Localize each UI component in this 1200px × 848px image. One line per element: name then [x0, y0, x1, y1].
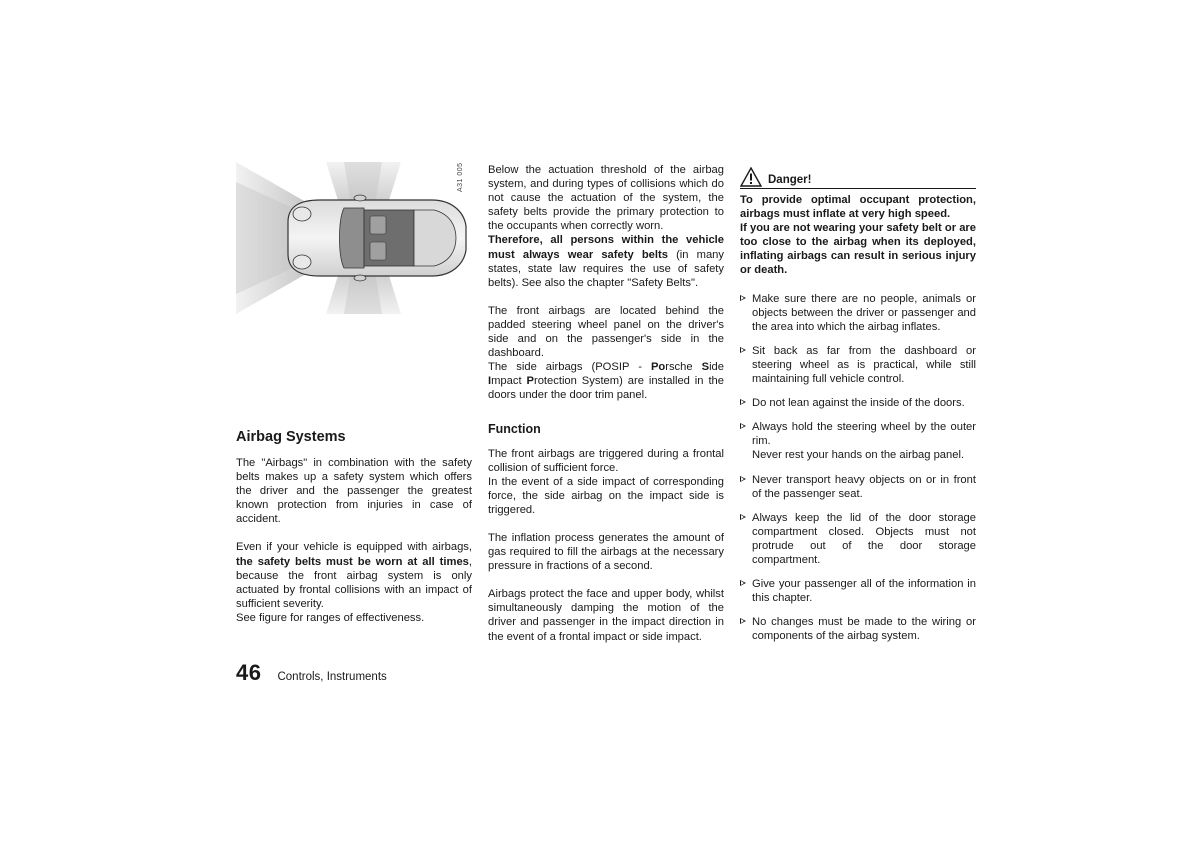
wear-belts-paragraph: Therefore, all persons within the vehicle must always wear safety belts (in many states, state law requires the use of safety belts). See also the chapter "Safety Belts".: [488, 234, 725, 289]
list-item: Sit back as far from the dashboard or steering wheel as is practical, while still maintaining full vehicle control.: [740, 344, 976, 386]
list-item: Always hold the steering wheel by the outer rim. Never rest your hands on the airbag panel.: [740, 420, 976, 462]
list-item: Always keep the lid of the door storage compartment closed. Objects must not protrude out of the door storage compartment.: [740, 511, 976, 567]
side-airbag-location: The side airbags (POSIP - Porsche Side Impact Protection System) are installed in the doors under the door trim panel.: [488, 361, 724, 402]
column-left: [236, 428, 472, 625]
danger-speed-text: To provide optimal occupant protection, airbags must inflate at very high speed.: [740, 194, 976, 221]
list-item: Never transport heavy objects on or in front of the passenger seat.: [740, 473, 976, 501]
function-heading: Function: [488, 421, 541, 436]
function-protection: Airbags protect the face and upper body, whilst simultaneously damping the motion of the driver and passenger in the impact direction in the event of a frontal impact or side impact.: [488, 588, 724, 643]
belt-warning-bold: the safety belts must be worn at all times: [236, 555, 469, 568]
figure-code: A31 005: [457, 162, 464, 192]
page-number: 46: [236, 660, 262, 685]
list-item: No changes must be made to the wiring or components of the airbag system.: [740, 615, 976, 643]
column-middle: [488, 163, 724, 644]
intro-paragraph: The "Airbags" in combination with the safety belts makes up a safety system which offers the driver and the passenger the greatest known protection from injuries in case of accident.: [236, 457, 472, 526]
belt-paragraph: Even if your vehicle is equipped with airbags, the safety belts must be worn at all times, because the front airbag system is only actuated by frontal collisions with an impact of sufficient severity.: [236, 541, 472, 610]
list-item: Do not lean against the inside of the doors.: [740, 396, 976, 410]
danger-header: [740, 163, 976, 189]
safety-instructions-list: [740, 292, 976, 644]
car-top-view-illustration: [236, 162, 472, 314]
chapter-name: Controls, Instruments: [277, 671, 387, 683]
function-frontal: The front airbags are triggered during a frontal collision of sufficient force.: [488, 447, 724, 474]
function-inflation: The inflation process generates the amount of gas required to fill the airbags at the necessary pressure in fractions of a second.: [488, 531, 724, 573]
list-item: Give your passenger all of the information in this chapter.: [740, 577, 976, 605]
function-side: In the event of a side impact of corresponding force, the side airbag on the impact side is triggered.: [488, 475, 724, 516]
figure-reference: See figure for ranges of effectiveness.: [236, 611, 425, 624]
warning-triangle-icon: [740, 167, 762, 187]
page-footer: [236, 660, 387, 690]
threshold-paragraph: Below the actuation threshold of the airbag system, and during types of collisions which do not cause the actuation of the system, the safety belts provide the primary protection to the occupants when correctly worn.: [488, 164, 724, 233]
section-title: Airbag Systems: [236, 429, 346, 445]
airbag-range-figure: [236, 162, 472, 314]
danger-label: Danger!: [768, 174, 812, 186]
column-right: [740, 163, 976, 653]
danger-injury-text: If you are not wearing your safety belt or are too close to the airbag when its deployed, inflating airbags can result in serious injury or death.: [740, 222, 976, 277]
front-airbag-location: The front airbags are located behind the padded steering wheel panel on the driver's side and on the passenger's side in the dashboard.: [488, 304, 724, 360]
list-item: Make sure there are no people, animals or objects between the driver or passenger and the area into which the airbag inflates.: [740, 292, 976, 334]
